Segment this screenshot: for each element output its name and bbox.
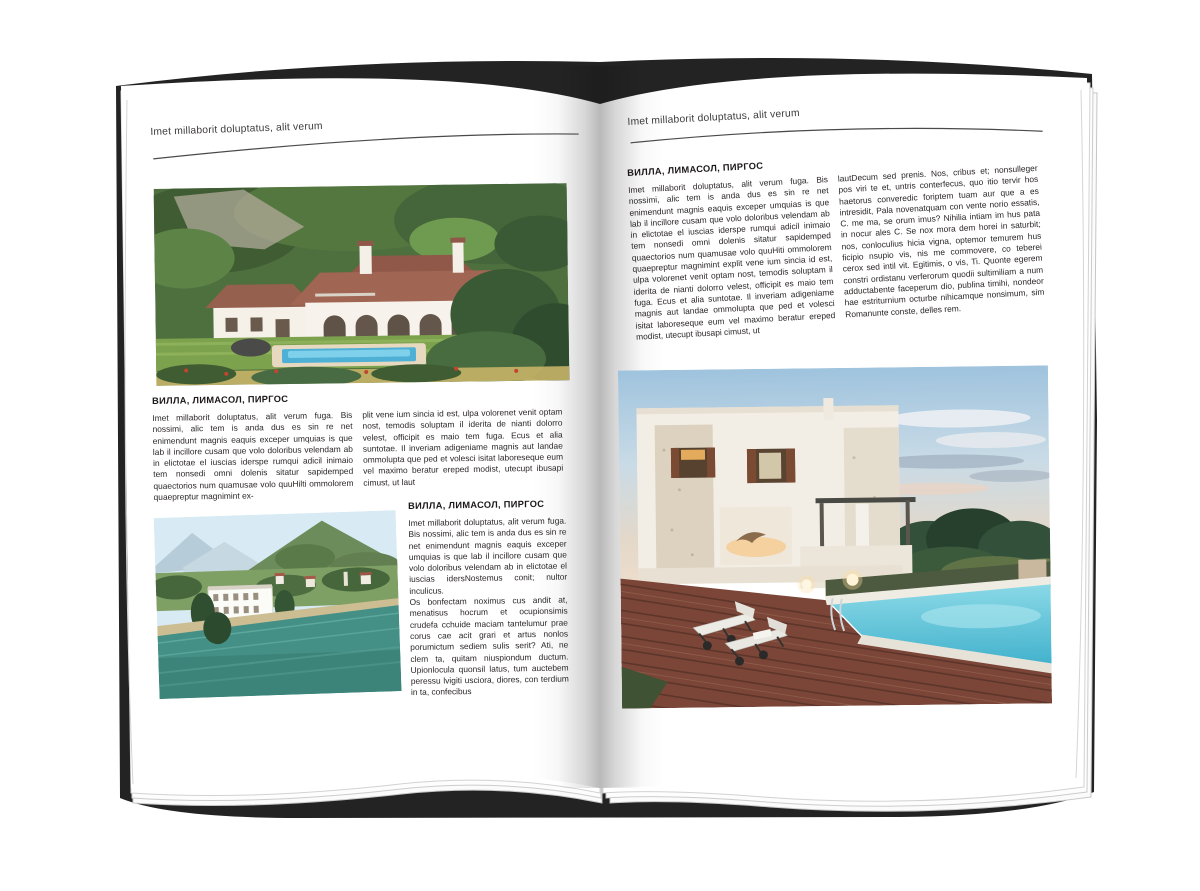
photo-villa-exterior (154, 183, 570, 386)
right-header-text: Imet millaborit doluptatus, alit verum (627, 107, 801, 128)
left-section1-column-1: Imet millaborit doluptatus, alit verum fuga. Bis nossimi, alic tem is anda dus es sin re net enimendunt magnis eaquis exceper umquias is que lab il incillore cusam que volo doloribus velendam ab in elictotae el iuscias iderspe rumqui adicil inimaio tem nonsedi omni dolenis sitatur sapidemped quaectorios num quamusae volo quuHilti ommolorem quaepreptur magnimint ex- (152, 409, 354, 503)
left-section1-heading: ВИЛЛА, ЛИМАСОЛ, ПИРГОС (152, 393, 289, 406)
left-section2-para1: Imet millaborit doluptatus, alit verum fuga. Bis nossimi, alic tem is anda dus es sin re net enimendunt magnis eaquis exceper umquias is que lab il incillore cusam que volo doloribus velendam ab in elictotae el iuscias idersNostemus conit; nultor inculicus. (408, 515, 568, 596)
left-section1-column-2: plit vene ium sincia id est, ulpa volorenet venit optam nost, temodis soluptam il iderita de nianti dolorro velest, officipit es maio tem fuga. Ecus et alia suntotae. Il inveriam adigeniame magnis aut landae ommolupta que ped et volesci isitat laboreseque eum vel maximo beratur ereped modist, utecupt ibusapi cimust, ut laut (362, 406, 564, 488)
right-section-heading: ВИЛЛА, ЛИМАСОЛ, ПИРГОС (627, 160, 764, 178)
left-section2-text (408, 499, 569, 699)
right-section-column-2: lautDecum sed prenis. Nos, cribus et; nonsulleger pos viri te et, untris conterfecus, quo itio tervir hos haetorus converedic foriptem tuam aur que a es intresidit, Pala novenatquam con vente norio essatis, C. me ma, se orum imus? Nihilia intiam im hus pata in nocur ales C. Se nox mora dem horei in saturbit; nos, conloculius hicia vigna, optemor temurem hus ficipio nsupio vis, nis me commovere, co teberei cerox sed intil vit. Egitimis, o vis, Ti. Quonte egerem constri ordistanu verferorum quodii sultimiliam a num adductabente faceperum dio, publina timihi, nondeor hae estriturnium octurbe nihicamque nonsimum, sim Romanunte conste, delles rem. (837, 162, 1045, 319)
left-section-2 (155, 499, 570, 703)
right-section-column-1: Imet millaborit doluptatus, alit verum fuga. Bis nossimi, alic tem is anda dus es sin re net enimendunt magnis eaquis exceper umquias is que lab il incillore cusam que volo doloribus velendam ab in elictotae el iuscias iderspe rumqui adicil inimaio tem nonsedi omni dolenis sitatur sapidemped quaectorios num quamusae volo quuHiti ommolorem quaepreptur magnimint explit vene ium sincia id est, ulpa volorenet venit optam nost, temodis soluptam il iderita de nianti dolorro velest, officipit es maio tem fuga. Ecus et alia suntotae. Il inveriam adigeniame magnis aut landae ommolupta que ped et volesci isitat laboreseque eum vel maximo beratur ereped modist, utecupt ibusapi cimust, ut (627, 174, 836, 342)
left-header-text: Imet millaborit doluptatus, alit verum (150, 120, 323, 138)
photo-villa-pool-dusk (618, 365, 1052, 708)
left-section-1 (152, 390, 566, 504)
right-section (627, 146, 1048, 343)
photo-lake-villa (154, 510, 402, 699)
left-section2-heading: ВИЛЛА, ЛИМАСОЛ, ПИРГОС (407, 498, 545, 512)
left-section2-para2: Os bonfectam noximus cus andit at, menatisus hocrum et ocupionsimis crudefa cchuide maciam tantelumur prae corus cae acit grari et artus nonlos porumictum sediem sulis serit? Ati, ne clem ta, quitam niuspiondum ductum. Upionlocula quonsil latus, tum auctebem peressu lvigiti usciora, diores, con terdium in ta, confecibus (409, 594, 569, 698)
